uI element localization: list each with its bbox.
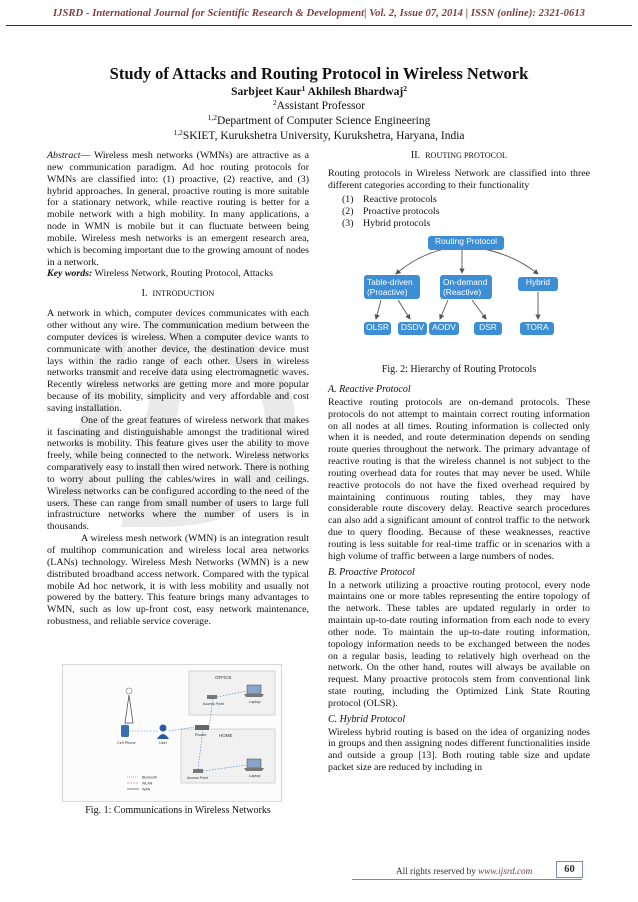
cell-tower-icon bbox=[125, 688, 133, 723]
protocol-list bbox=[342, 194, 590, 230]
node-sublabel: (Proactive) bbox=[367, 287, 408, 297]
keywords-label: Key words: bbox=[47, 268, 93, 280]
home-label: HOME bbox=[219, 733, 233, 738]
list-item bbox=[342, 194, 590, 206]
right-column-top bbox=[328, 150, 590, 230]
aff-text: Department of Computer Science Engineering bbox=[217, 115, 431, 127]
author-2-sup: 2 bbox=[403, 84, 407, 93]
router-label: Router bbox=[195, 733, 207, 737]
section-title: INTRODUCTION bbox=[152, 289, 215, 299]
legend-wlan: WLAN bbox=[142, 781, 153, 786]
list-text: Proactive protocols bbox=[363, 205, 440, 217]
right-column-bottom bbox=[328, 381, 590, 774]
section-heading-introduction bbox=[47, 288, 309, 300]
laptop-label: Laptop bbox=[249, 700, 261, 704]
aff-sup: 1,2 bbox=[173, 128, 183, 137]
reactive-paragraph: Reactive routing protocols are on-demand protocols. These protocols do not attempt to maintain correct routing information on all nodes at all times. Routing information is collected only when it is needed, and route determination depends on sending route queries throughout the network. The primary advantage of reactive routing is that the wireless channel is not subject to the routing overhead data for routes that may never be used. While reactive protocols do not have the fixed overhead required by maintaining continuous routing tables, they may have considerable route discovery delay. Reactive search procedures can also add a significant amount of control traffic to the network due to query flooding. Because of these weaknesses, reactive routing is less suitable for real-time traffic or in scenarios with a high volume of traffic between a large numbers of nodes. bbox=[328, 396, 590, 562]
node-label: On-demand bbox=[443, 277, 488, 287]
laptop-label: Laptop bbox=[249, 774, 261, 778]
keywords bbox=[47, 268, 309, 280]
routing-intro: Routing protocols in Wireless Network are classified into three different categories according to their functionality bbox=[328, 167, 590, 191]
proactive-paragraph: In a network utilizing a proactive routing protocol, every node maintains one or more tables representing the entire topology of the network. These tables are updated regularly in order to maintain up-to-date routing information from each node to every other node. To maintain the up-to-date routing information, topology information needs to be exchanged between the nodes on a regular basis, leading to relatively high overhead on the network. On the other hand, routes will always be available on request. Many proactive protocols stem from conventional link state routing, including the Optimized Link State Routing protocol (OLSR). bbox=[328, 579, 590, 709]
abstract-label: Abstract bbox=[47, 150, 81, 161]
journal-header-text: IJSRD - International Journal for Scientific Research & Development| Vol. 2, Issue 07, 2014 | ISSN (online): 2321-0613 bbox=[52, 8, 586, 19]
affiliation-univ bbox=[0, 128, 638, 142]
list-number: (1) bbox=[342, 193, 354, 205]
node-sublabel: (Reactive) bbox=[443, 287, 482, 297]
abstract-text: Wireless mesh networks (WMNs) are attractive as a new communication paradigm. Ad hoc routing protocols for WMNs are classified into: (1) proactive, (2) reactive, and (3) hybrid approaches. In general, proactive routing is more suitable for a stationary network, while reactive routing is better for a mobile network with a high mobility. In many applications, a node in WMN is mobile but it can fluctuate between being mobile. Wireless mesh networks is an emergent research area, which is becoming important due to the growing amount of nodes in a network. bbox=[47, 150, 310, 268]
hybrid-paragraph: Wireless hybrid routing is based on the idea of organizing nodes in groups and then assigning nodes different functionalities inside and outside a group [13]. Both routing table size and update packet size are reduced by including in bbox=[328, 726, 590, 774]
access-point-label: Access Point bbox=[187, 776, 208, 780]
author-1: Sarbjeet Kaur bbox=[231, 86, 302, 98]
routing-protocol-hierarchy-diagram bbox=[356, 234, 568, 342]
abstract-dash: — bbox=[80, 150, 94, 161]
author-1-sup: 1 bbox=[301, 84, 306, 93]
access-point-label: Access Point bbox=[203, 702, 224, 706]
figure-1-caption: Fig. 1: Communications in Wireless Networks bbox=[85, 805, 271, 816]
wireless-network-illustration bbox=[63, 665, 281, 801]
affiliation-dept bbox=[0, 113, 638, 127]
legend-wan: WAN bbox=[142, 787, 151, 792]
tora-node: TORA bbox=[520, 322, 554, 335]
footer-rule bbox=[352, 879, 582, 880]
page-number: 60 bbox=[556, 861, 583, 878]
olsr-node: OLSR bbox=[364, 322, 391, 335]
footer-text: All rights reserved by bbox=[396, 866, 479, 876]
list-item bbox=[342, 218, 590, 230]
dsr-node: DSR bbox=[474, 322, 502, 335]
aff-sup: 1,2 bbox=[207, 113, 218, 122]
office-label: OFFICE bbox=[215, 675, 232, 680]
author-2: Akhilesh Bhardwaj bbox=[305, 86, 404, 98]
table-driven-node bbox=[364, 275, 420, 299]
on-demand-node bbox=[440, 275, 492, 299]
subsection-heading-hybrid: C. Hybrid Protocol bbox=[328, 713, 406, 725]
legend-bluetooth: Bluetooth bbox=[142, 775, 158, 780]
abstract bbox=[47, 150, 309, 268]
paper-authors bbox=[0, 84, 638, 98]
figure-2-caption: Fig. 2: Hierarchy of Routing Protocols bbox=[381, 364, 537, 375]
aff-sup: 2 bbox=[272, 98, 277, 107]
figure-legend bbox=[127, 776, 157, 792]
list-text: Reactive protocols bbox=[363, 193, 437, 205]
aodv-node: AODV bbox=[429, 322, 459, 335]
intro-paragraph-2: One of the great features of wireless network that makes it fascinating and distinguishable amongst the traditional wired networks is mobility. This feature gives user the ability to move freely, while being connected to the network. Wireless networks comparatively easy to install then wired network. There is nothing to worry about pulling the cables/wires in wall and ceilings. Wireless networks can be configured according to the need of the users. These can range from small number of users to large full infrastructure networks where the number of users is in thousands. bbox=[47, 414, 309, 533]
section-number: II. bbox=[410, 150, 421, 161]
paper-title: Study of Attacks and Routing Protocol in Wireless Network bbox=[109, 64, 529, 83]
affiliation-title bbox=[0, 98, 638, 112]
list-number: (2) bbox=[342, 205, 354, 217]
page-footer bbox=[396, 866, 582, 876]
laptop-icon bbox=[244, 759, 264, 771]
cell-phone-icon bbox=[121, 725, 129, 737]
left-column bbox=[47, 150, 309, 628]
list-number: (3) bbox=[342, 217, 354, 229]
user-icon bbox=[157, 725, 169, 740]
list-item bbox=[342, 206, 590, 218]
aff-text: Assistant Professor bbox=[276, 100, 366, 112]
hybrid-node: Hybrid bbox=[518, 277, 558, 291]
access-point-icon bbox=[193, 769, 203, 773]
router-icon bbox=[195, 725, 209, 730]
node-label: Table-driven bbox=[367, 277, 413, 287]
user-label: User bbox=[159, 741, 168, 745]
intro-paragraph-3: A wireless mesh network (WMN) is an integration result of multihop communication and wireless local area networks (LANs) technology. Wireless Mesh Networks (WMN) is a new distributed broadband access network. Compared with the typical mobile Ad hoc network, it is with less mobility and usually not powered by the battery. This feature brings many advantages to WMN, such as low up-front cost, easy network maintenance, robustness, and reliable service coverage. bbox=[47, 533, 309, 628]
dsdv-node: DSDV bbox=[398, 322, 427, 335]
subsection-heading-reactive: A. Reactive Protocol bbox=[328, 384, 411, 395]
intro-paragraph-1: A network in which, computer devices communicates with each other without any wire. The communication medium between the computer devices is wireless. When a computer device wants to communicate with another device, the destination device must lays within the radio range of each other. Users in wireless networks transmit and receive data using electromagnetic waves. Recently wireless networks are getting more and more popular because of its mobility, simplicity and very affordable and cost saving installation. bbox=[47, 308, 309, 414]
journal-header bbox=[6, 6, 632, 26]
aff-text: SKIET, Kurukshetra University, Kurukshetra, Haryana, India bbox=[182, 130, 465, 142]
section-heading-routing bbox=[328, 150, 590, 162]
subsection-heading-proactive: B. Proactive Protocol bbox=[328, 566, 415, 578]
access-point-icon bbox=[207, 695, 217, 699]
footer-site-link[interactable]: www.ijsrd.com bbox=[478, 866, 533, 876]
cell-phone-label: Cell Phone bbox=[117, 741, 136, 745]
section-title: ROUTING PROTOCOL bbox=[425, 151, 508, 160]
figure-wireless-communications bbox=[62, 664, 282, 802]
keywords-text: Wireless Network, Routing Protocol, Attacks bbox=[92, 268, 273, 280]
list-text: Hybrid protocols bbox=[363, 217, 431, 229]
section-number: I. bbox=[141, 288, 148, 300]
routing-protocol-root: Routing Protocol bbox=[428, 236, 504, 250]
